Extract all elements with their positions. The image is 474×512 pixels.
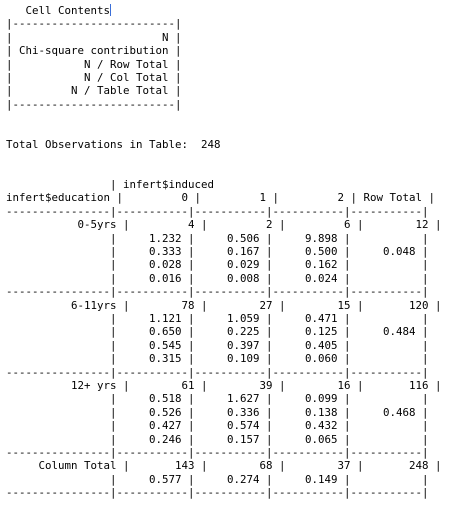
table-row: 12+ yrs | 61 | 39 | 16 | 116 | <box>6 378 442 392</box>
legend-line-chi-square: | Chi-square contribution | <box>6 44 182 58</box>
blank-line <box>6 151 442 164</box>
blank-line <box>6 125 442 138</box>
column-total-proportion-row: | 0.577 | 0.274 | 0.149 | | <box>6 472 429 486</box>
table-separator: ----------------|-----------|-----------|-----------|-----------| <box>6 204 429 218</box>
table-separator: ----------------|-----------|-----------|-----------|-----------| <box>6 486 429 500</box>
table-row: | 0.333 | 0.167 | 0.500 | 0.048 | <box>6 245 429 259</box>
total-observations: Total Observations in Table: 248 <box>6 137 221 151</box>
cell-contents-title: Cell Contents <box>6 4 111 17</box>
table-row: | 0.246 | 0.157 | 0.065 | | <box>6 432 429 446</box>
table-separator: ----------------|-----------|-----------|-----------|-----------| <box>6 365 429 379</box>
table-row: | 0.427 | 0.574 | 0.432 | | <box>6 419 429 433</box>
column-total-row: Column Total | 143 | 68 | 37 | 248 | <box>6 459 442 473</box>
table-row: | 1.121 | 1.059 | 0.471 | | <box>6 311 429 325</box>
table-row: 6-11yrs | 78 | 27 | 15 | 120 | <box>6 298 442 312</box>
table-row: 0-5yrs | 4 | 2 | 6 | 12 | <box>6 218 442 232</box>
text-cursor <box>110 4 111 16</box>
blank-line <box>6 111 442 124</box>
legend-line-table-total: | N / Table Total | <box>6 84 182 98</box>
table-separator: ----------------|-----------|-----------|-----------|-----------| <box>6 285 429 299</box>
legend-line-n: | N | <box>6 30 182 44</box>
table-row: | 0.526 | 0.336 | 0.138 | 0.468 | <box>6 405 429 419</box>
table-row: | 0.016 | 0.008 | 0.024 | | <box>6 271 429 285</box>
table-header-columns: infert$education | 0 | 1 | 2 | Row Total | <box>6 191 436 205</box>
legend-border-top: |-------------------------| <box>6 17 182 31</box>
table-row: | 0.518 | 1.627 | 0.099 | | <box>6 392 429 406</box>
legend-line-row-total: | N / Row Total | <box>6 57 182 71</box>
table-row: | 1.232 | 0.506 | 9.898 | | <box>6 231 429 245</box>
legend-border-bottom: |-------------------------| <box>6 97 182 111</box>
table-row: | 0.315 | 0.109 | 0.060 | | <box>6 352 429 366</box>
table-header-variable: | infert$induced <box>6 178 221 192</box>
table-row: | 0.028 | 0.029 | 0.162 | | <box>6 258 429 272</box>
table-row: | 0.650 | 0.225 | 0.125 | 0.484 | <box>6 325 429 339</box>
legend-line-col-total: | N / Col Total | <box>6 70 182 84</box>
table-separator: ----------------|-----------|-----------|-----------|-----------| <box>6 445 429 459</box>
blank-line <box>6 165 442 178</box>
table-row: | 0.545 | 0.397 | 0.405 | | <box>6 338 429 352</box>
console-output <box>6 4 442 499</box>
